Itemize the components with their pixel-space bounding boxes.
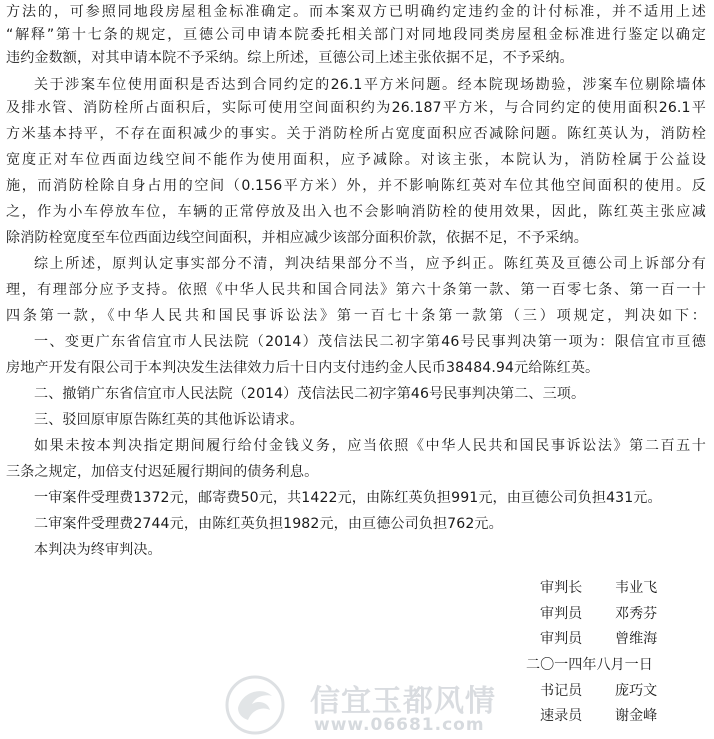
para-line-2: “解释”第十七条的规定，亘德公司申请本院委托相关部门对同地段同类房屋租金标准进行鉴定以确定 [6,27,706,43]
stenographer-name: 谢金峰 [615,708,658,724]
presiding-judge-title: 审判长 [540,580,583,596]
watermark-logo-icon [222,670,288,736]
para-line-12: 理，有理部分应予支持。依照《中华人民共和国合同法》第六十条第一款、第一百零七条、第一百一十 [6,282,706,298]
para-line-6: 方米基本持平，不存在面积减少的事实。关于消防栓所占宽度面积应否减除问题。陈红英认为，消防栓 [6,126,706,142]
site-watermark [222,670,522,736]
ruling-item-3: 三、驳回原审原告陈红英的其他诉讼请求。 [34,412,304,428]
judge-2-name: 曾维海 [615,631,658,647]
para-line-3: 违约金数额，对其申请本院不予采纳。综上所述，亘德公司上述主张依据不足，不予采纳。 [6,50,574,66]
para-line-19: 三条之规定，加倍支付迟延履行期间的债务利息。 [6,464,319,480]
judge-1-title: 审判员 [540,606,583,622]
para-line-18: 如果未按本判决指定期间履行给付金钱义务，应当依照《中华人民共和国民事诉讼法》第二百五十 [34,438,706,454]
judgment-date: 二〇一四年八月一日 [526,657,653,673]
final-judgment-line: 本判决为终审判决。 [34,542,162,558]
judge-1-name: 邓秀芬 [615,606,658,622]
clerk-name: 庞巧文 [615,683,658,699]
fee-line-second-instance: 二审案件受理费2744元，由陈红英负担1982元，由亘德公司负担762元。 [34,516,503,532]
para-line-9: 之，作为小车停放车位，车辆的正常停放及出入也不会影响消防栓的使用效果，因此，陈红英主张应减 [6,204,706,220]
ruling-item-2: 二、撤销广东省信宜市人民法院（2014）茂信法民二初字第46号民事判决第二、三项。 [34,386,586,402]
judge-2-title: 审判员 [540,631,583,647]
para-line-13: 四条第一款，《中华人民共和国民事诉讼法》第一百七十条第一款第（三）项规定，判决如下： [6,308,706,324]
ruling-item-1-line-1: 一、变更广东省信宜市人民法院（2014）茂信法民二初字第46号民事判决第一项为：限信宜市亘德 [34,334,706,350]
fee-line-first-instance: 一审案件受理费1372元，邮寄费50元，共1422元，由陈红英负担991元，由亘德公司负担431元。 [34,490,662,506]
presiding-judge-name: 韦业飞 [615,580,658,596]
para-line-10: 除消防栓宽度至车位西面边线空间面积，并相应减少该部分面积价款，依据不足，不予采纳。 [6,230,588,246]
ruling-item-1-line-2: 房地产开发有限公司于本判决发生法律效力后十日内支付违约金人民币38484.94元给陈红英。 [6,360,600,376]
para-line-8: 施，而消防栓除自身占用的空间（0.156平方米）外，并不影响陈红英对车位其他空间面积的使用。反 [6,178,706,194]
clerk-title: 书记员 [540,683,583,699]
watermark-site-name: 信宜玉都风情 [310,684,496,719]
para-line-5: 及排水管、消防栓所占面积后，实际可使用空间面积约为26.187平方米，与合同约定的使用面积26.1平 [6,100,706,116]
para-line-4: 关于涉案车位使用面积是否达到合同约定的26.1平方米问题。经本院现场勘验，涉案车位剔除墙体 [34,77,706,93]
para-line-1: 方法的，可参照同地段房屋租金标准确定。而本案双方已明确约定违约金的计付标准，并不适用上述 [6,4,706,20]
para-line-7: 宽度正对车位西面边线空间不能作为使用面积，应予减除。对该主张，本院认为，消防栓属于公益设 [6,152,706,168]
watermark-url: www.06681.com [314,715,485,735]
para-line-11: 综上所述，原判认定事实部分不清，判决结果部分不当，应予纠正。陈红英及亘德公司上诉部分有 [34,256,706,272]
stenographer-title: 速录员 [540,708,583,724]
